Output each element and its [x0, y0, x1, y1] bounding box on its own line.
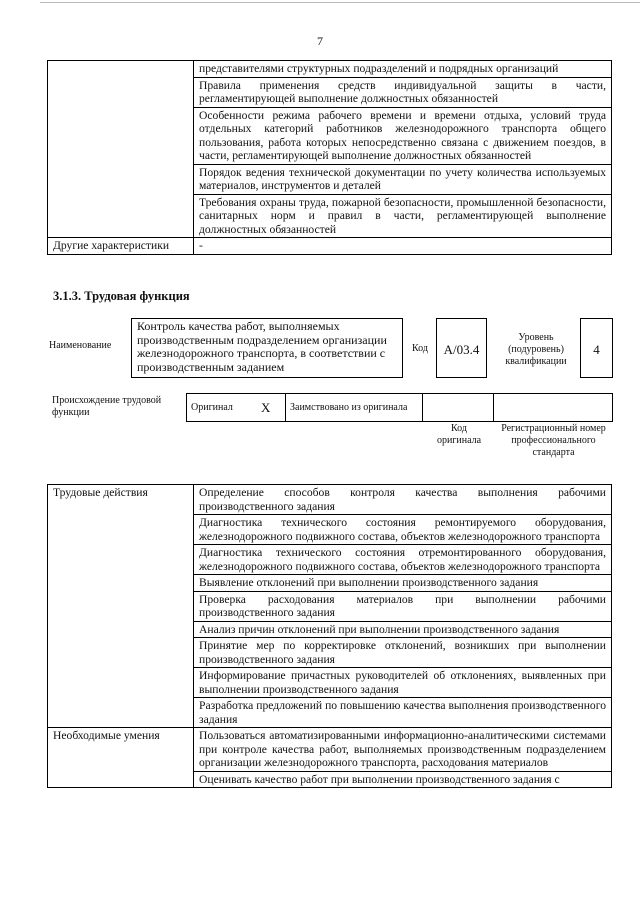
table-cell: Принятие мер по корректировке отклонений, возникших при выполнении производственного задания — [194, 638, 612, 668]
table-cell: представителями структурных подразделений и подрядных организаций — [194, 61, 612, 78]
reg-number-cell — [494, 394, 613, 422]
origin-code-cell — [423, 394, 494, 422]
top-rule — [40, 2, 640, 3]
label-cell — [48, 61, 194, 238]
table-cell: Оценивать качество работ при выполнении производственного задания с — [194, 771, 612, 788]
origin-label: Происхождение трудовой функции — [52, 395, 162, 418]
function-name: Контроль качества работ, выполняемых производственным подразделением организации железнодорожного транспорта, в соответствии с производственным заданием — [131, 318, 403, 378]
table-cell: Информирование причастных руководителей об отклонениях, выявленных при выполнении производственного задания — [194, 668, 612, 698]
level-label: Уровень (подуровень) квалификации — [505, 332, 567, 367]
knowledge-table — [47, 60, 612, 255]
table-cell: Диагностика технического состояния ремонтируемого оборудования, железнодорожного подвижного состава, объектов железнодорожного транспорта — [194, 515, 612, 545]
table-cell: Анализ причин отклонений при выполнении производственного задания — [194, 621, 612, 638]
other-characteristics-value: - — [194, 238, 612, 255]
section-title: 3.1.3. Трудовая функция — [53, 289, 190, 303]
table-row — [187, 394, 613, 422]
code-label: Код — [412, 343, 428, 354]
function-code: А/03.4 — [436, 318, 487, 378]
table-cell: Порядок ведения технической документации по учету количества используемых материалов, инструментов и деталей — [194, 164, 612, 194]
table-cell: Выявление отклонений при выполнении производственного задания — [194, 575, 612, 592]
table-row — [48, 485, 612, 515]
page-number: 7 — [317, 34, 323, 48]
origin-table — [186, 393, 613, 422]
original-mark: X — [257, 394, 286, 422]
qualification-level: 4 — [580, 318, 613, 378]
table-cell: Требования охраны труда, пожарной безопасности, промышленной безопасности, санитарных норм и правил в части, регламентирующей выполнение должностных обязанностей — [194, 194, 612, 238]
table-row — [48, 238, 612, 255]
row-label: Необходимые умения — [48, 728, 194, 788]
table-cell: Диагностика технического состояния отремонтированного оборудования, железнодорожного подвижного состава, объектов железнодорожного транспорта — [194, 545, 612, 575]
other-characteristics-label: Другие характеристики — [48, 238, 194, 255]
table-cell: Правила применения средств индивидуальной защиты в части, регламентирующей выполнение должностных обязанностей — [194, 77, 612, 107]
name-label: Наименование — [49, 340, 112, 351]
original-label: Оригинал — [187, 394, 258, 422]
borrowed-label: Заимствовано из оригинала — [286, 394, 423, 422]
table-cell: Пользоваться автоматизированными информационно-аналитическими системами при контроле качества работ, выполняемых производственным подразделением организации железнодорожного транспорта, расходования материалов — [194, 728, 612, 772]
table-cell: Определение способов контроля качества выполнения рабочими производственного задания — [194, 485, 612, 515]
table-cell: Разработка предложений по повышению качества выполнения производственного задания — [194, 698, 612, 728]
row-label: Трудовые действия — [48, 485, 194, 728]
table-cell: Проверка расходования материалов при выполнении рабочими производственного задания — [194, 591, 612, 621]
table-row — [48, 61, 612, 78]
actions-table — [47, 484, 612, 788]
caption-reg-number: Регистрационный номер профессионального стандарта — [501, 423, 606, 458]
table-cell: Особенности режима рабочего времени и времени отдыха, условий труда отдельных категорий работников железнодорожного транспорта общего пользования, работа которых непосредственно связана с движением поездов, в части, регламентирующей выполнение должностных обязанностей — [194, 107, 612, 164]
caption-code: Код оригинала — [436, 423, 482, 446]
table-row — [48, 728, 612, 772]
